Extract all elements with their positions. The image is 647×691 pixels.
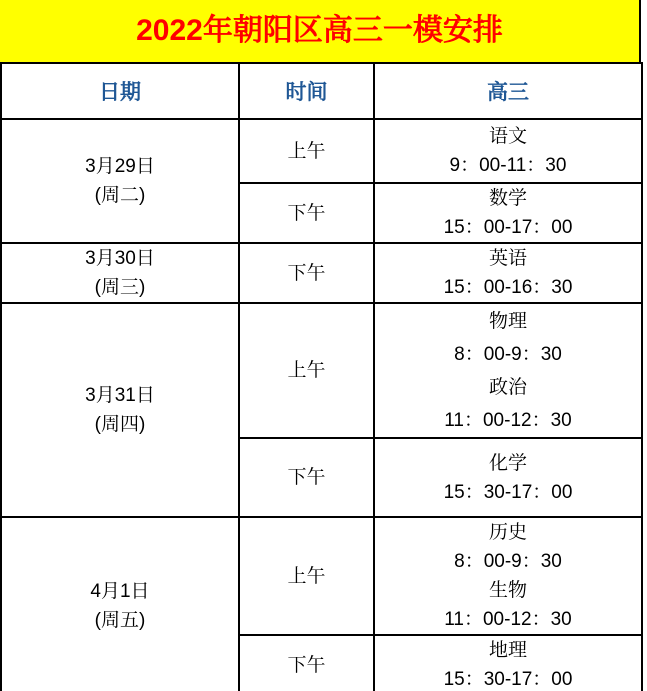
session-cell: 上午 xyxy=(239,303,374,438)
table-row xyxy=(1,243,642,303)
header-row xyxy=(1,63,642,119)
exam-time: 9：00-11：30 xyxy=(449,155,567,176)
table-row xyxy=(1,119,642,183)
exam-time: 15：30-17：00 xyxy=(443,481,573,503)
session-cell: 下午 xyxy=(239,635,374,691)
subject-name: 历史 xyxy=(488,522,527,543)
date-text: 3月29日 xyxy=(85,156,155,177)
date-cell-mar29 xyxy=(1,119,239,243)
session-cell: 下午 xyxy=(239,438,374,517)
session-cell: 上午 xyxy=(239,517,374,635)
subject-name: 化学 xyxy=(488,452,527,474)
column-header-grade: 高三 xyxy=(374,63,642,119)
subject-name: 物理 xyxy=(488,310,527,332)
session-cell: 下午 xyxy=(239,243,374,303)
page-title: 2022年朝阳区高三一模安排 xyxy=(0,0,641,62)
exam-time: 15：30-17：00 xyxy=(443,669,573,690)
column-header-time: 时间 xyxy=(239,63,374,119)
exam-cell xyxy=(374,517,642,635)
exam-cell xyxy=(374,243,642,303)
table-row xyxy=(1,303,642,438)
date-cell-apr1 xyxy=(1,517,239,691)
exam-time: 11：00-12：30 xyxy=(444,609,572,630)
exam-time: 15：00-16：30 xyxy=(443,277,573,298)
session-cell: 下午 xyxy=(239,183,374,243)
subject-name: 英语 xyxy=(488,248,527,269)
table-row xyxy=(1,517,642,635)
exam-time: 8：00-9：30 xyxy=(454,343,562,365)
weekday-text: (周三) xyxy=(94,277,146,298)
exam-time: 11：00-12：30 xyxy=(444,409,572,431)
weekday-text: (周五) xyxy=(94,610,146,631)
schedule-table xyxy=(0,62,643,691)
subject-name: 政治 xyxy=(488,376,527,398)
weekday-text: (周二) xyxy=(94,185,146,206)
date-text: 4月1日 xyxy=(90,581,150,602)
exam-cell xyxy=(374,303,642,438)
date-text: 3月31日 xyxy=(85,385,155,406)
date-cell-mar30 xyxy=(1,243,239,303)
exam-cell xyxy=(374,438,642,517)
date-text: 3月30日 xyxy=(85,248,155,269)
exam-cell xyxy=(374,635,642,691)
exam-cell xyxy=(374,119,642,183)
subject-name: 数学 xyxy=(488,188,527,209)
exam-time: 15：00-17：00 xyxy=(443,217,573,238)
subject-name: 语文 xyxy=(488,126,527,147)
weekday-text: (周四) xyxy=(94,414,146,435)
session-cell: 上午 xyxy=(239,119,374,183)
exam-cell xyxy=(374,183,642,243)
subject-name: 地理 xyxy=(488,640,527,661)
exam-time: 8：00-9：30 xyxy=(454,551,562,572)
subject-name: 生物 xyxy=(488,580,527,601)
column-header-date: 日期 xyxy=(1,63,239,119)
date-cell-mar31 xyxy=(1,303,239,517)
